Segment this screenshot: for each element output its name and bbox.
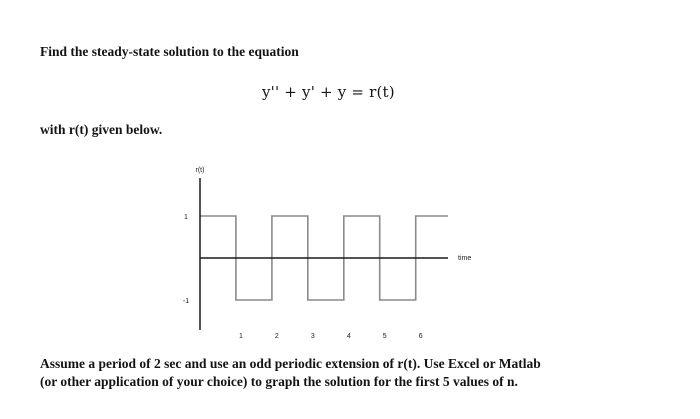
x-axis-label: time [458,255,472,262]
given-text: with r(t) given below. [40,122,163,137]
x-tick-label: 5 [382,333,387,340]
instructions-line-1: Assume a period of 2 sec and use an odd periodic extension of r(t). Use Excel or Matlab [40,356,541,371]
x-tick-label: 2 [274,333,279,340]
y-tick-label: 1 [184,214,188,221]
x-tick-label: 3 [310,333,315,340]
x-tick-label: 4 [346,333,351,340]
y-axis-label: r(t) [195,167,205,174]
differential-equation: y'' + y' + y = r(t) [262,83,395,101]
y-tick-label: -1 [182,298,190,305]
x-tick-label: 1 [238,333,243,340]
instructions-line-2: (or other application of your choice) to graph the solution for the first 5 values of n. [40,374,518,389]
problem-prompt: Find the steady-state solution to the equation [40,44,299,59]
assignment-instructions [40,355,680,391]
x-tick-label: 6 [418,333,423,340]
